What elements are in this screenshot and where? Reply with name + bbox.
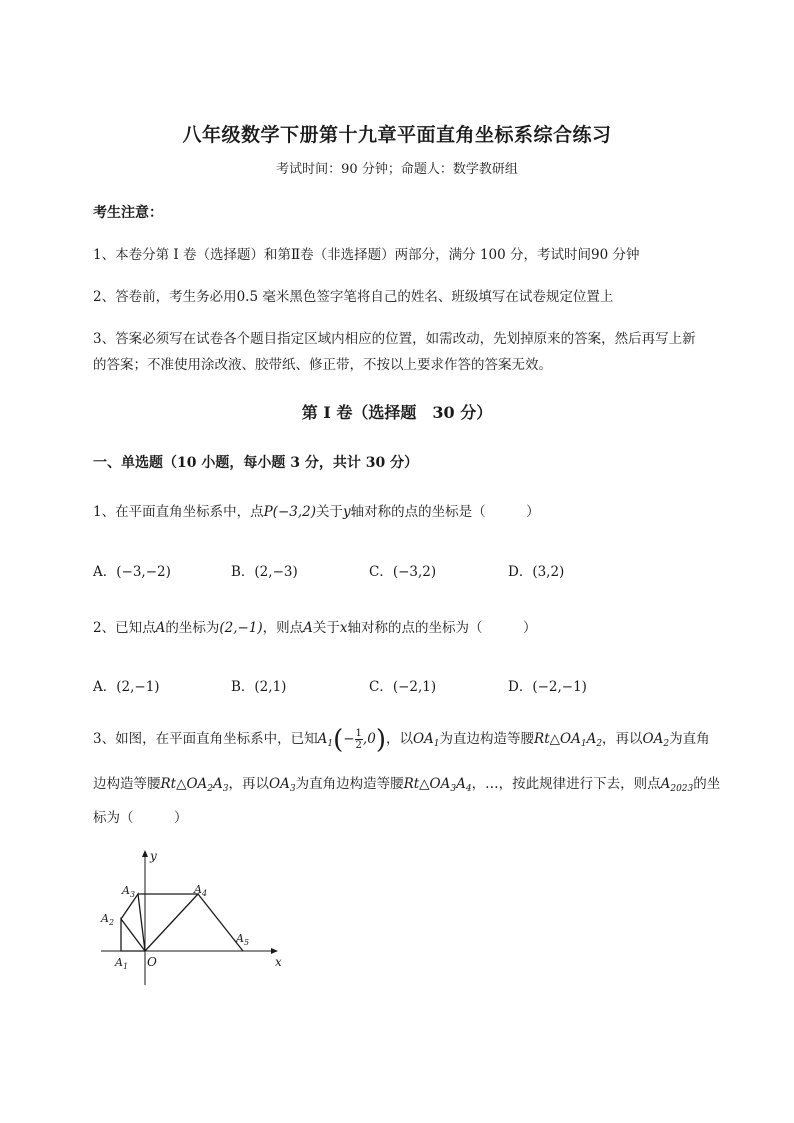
question-2	[93, 616, 537, 636]
label-a1: $A_1$	[115, 956, 129, 971]
q2-option-a[interactable]: A．(2,−1)	[93, 679, 160, 695]
q1-point: P(−3,2)	[263, 504, 316, 520]
q2-option-d[interactable]: D．(−2,−1)	[508, 679, 587, 695]
q2-text-post: 轴对称的点的坐标为（ ）	[347, 620, 537, 636]
page-title: 八年级数学下册第十九章平面直角坐标系综合练习	[182, 124, 612, 146]
q1-option-a[interactable]: A．(−3,−2)	[93, 564, 171, 580]
label-a5: $A_5$	[236, 932, 250, 947]
q1-option-b[interactable]: B．(2,−3)	[231, 564, 298, 580]
q2-text-mid3: 关于	[312, 620, 340, 636]
triangle-oa2a3	[121, 894, 145, 951]
q3-text-pre: 3、如图，在平面直角坐标系中，已知	[93, 731, 318, 747]
q2-point-2: A	[303, 620, 313, 636]
q2-coord: (2,−1)	[219, 620, 263, 636]
label-a2: $A_2$	[101, 912, 115, 927]
q3-target-point: $A_{2023}$	[660, 776, 694, 794]
notice-item-3: 3、答案必须写在试卷各个题目指定区域内相应的位置，如需改动，先划掉原来的答案，然后再写上新	[93, 331, 696, 347]
q2-text-pre: 2、已知点	[93, 620, 156, 636]
q2-point: A	[155, 620, 166, 636]
q2-text-mid2: ，则点	[262, 620, 304, 636]
page-subtitle: 考试时间：90 分钟；命题人：数学教研组	[276, 162, 518, 177]
question-3-line-3: 标为（ ）	[93, 810, 188, 826]
y-axis-arrow	[142, 850, 148, 857]
q1-option-d[interactable]: D．(3,2)	[508, 564, 565, 580]
notice-item-3-cont: 的答案；不准使用涂改液、胶带纸、修正带，不按以上要求作答的答案无效。	[93, 357, 552, 373]
q1-option-c[interactable]: C．(−3,2)	[369, 564, 437, 580]
q3-figure	[95, 845, 295, 990]
question-3-line-2: 边构造等腰$Rt\triangle OA_2A_3$，再以$OA_3$为直角边构造等腰$Rt\triangle OA_3A_4$，…，按此规律进行下去，则点$A_{2023}$的坐	[93, 776, 721, 794]
q1-text-mid: 关于	[316, 504, 343, 520]
q1-axis: y	[343, 504, 351, 520]
notice-item-2: 2、答卷前，考生务必用0.5 毫米黑色签字笔将自己的姓名、班级填写在试卷规定位置上	[93, 289, 614, 305]
q1-text-post: 轴对称的点的坐标是（ ）	[350, 504, 540, 520]
q1-text-pre: 1、在平面直角坐标系中，点	[93, 504, 264, 520]
label-o: O	[147, 955, 157, 969]
q3-point-a1: $A_1$	[317, 731, 334, 749]
label-a4: $A_4$	[194, 883, 208, 898]
question-3-line-1: 3、如图，在平面直角坐标系中，已知$A_1(-$ $\frac{1}{2}$ ,0)，以$OA_1$为直边构造等腰$Rt\triangle OA_1A_2$，再以$OA_2$为直角	[93, 725, 710, 755]
question-1	[93, 500, 540, 520]
x-axis-arrow	[271, 948, 278, 954]
part-heading: 一、单选题（10 小题，每小题 3 分，共计 30 分）	[93, 455, 419, 471]
q2-text-mid1: 的坐标为	[165, 620, 220, 636]
section-title: 第 I 卷（选择题 30 分）	[301, 403, 493, 422]
label-y: y	[150, 849, 157, 863]
q2-option-b[interactable]: B．(2,1)	[231, 679, 287, 695]
notice-item-1: 1、本卷分第 I 卷（选择题）和第Ⅱ卷（非选择题）两部分，满分 100 分，考试时间90 分钟	[93, 247, 640, 263]
q3-fraction: $\frac{1}{2}$	[355, 728, 362, 751]
q2-axis: x	[339, 620, 348, 636]
notice-heading: 考生注意：	[93, 205, 163, 221]
q3-minus: −	[343, 731, 355, 747]
q3-comma-zero: ,0	[362, 731, 376, 747]
label-x: x	[275, 955, 282, 969]
triangle-oa3a4	[138, 894, 198, 951]
q2-option-c[interactable]: C．(−2,1)	[369, 679, 437, 695]
label-a3: $A_3$	[122, 884, 136, 899]
